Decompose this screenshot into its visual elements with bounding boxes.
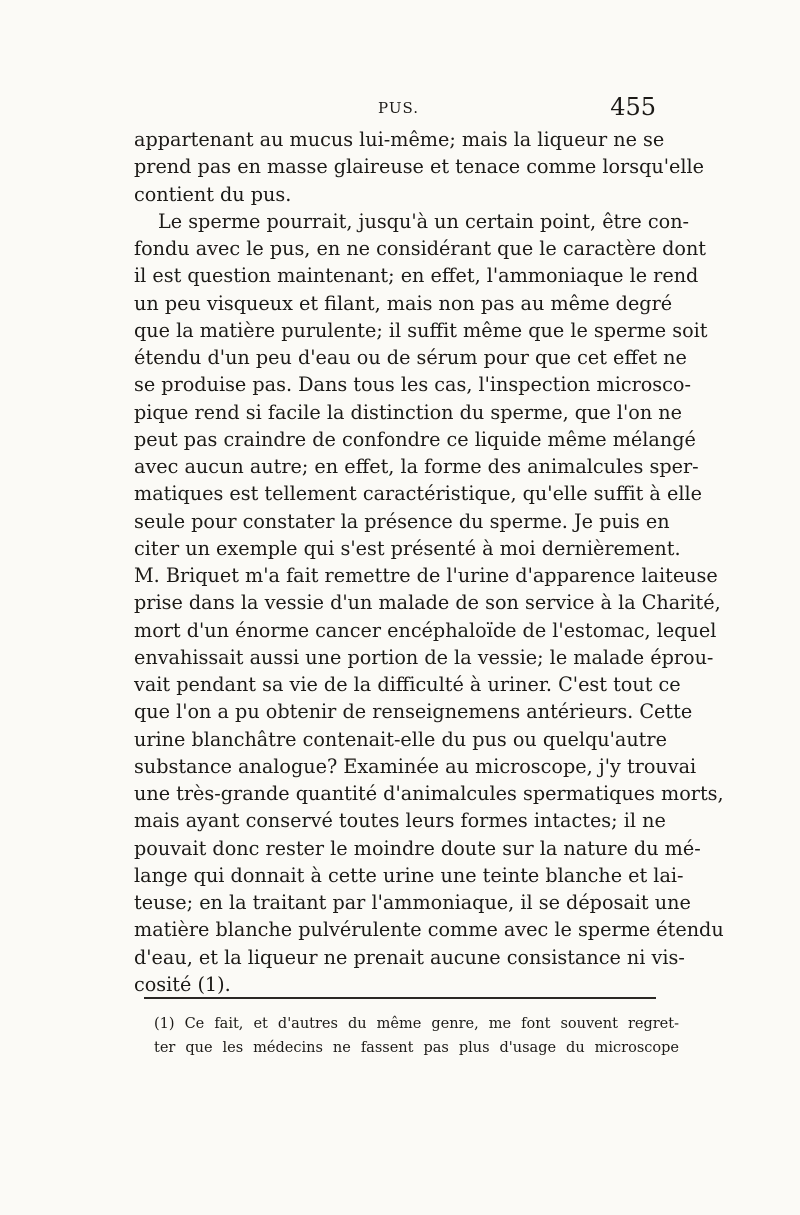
text-line: que la matière purulente; il suffit même que le sperme soit — [134, 318, 708, 342]
text-line: un peu visqueux et filant, mais non pas au même degré — [134, 291, 673, 315]
text-line: pouvait donc rester le moindre doute sur la nature du mé- — [134, 836, 701, 860]
footnote — [154, 1012, 679, 1060]
text-line: matière blanche pulvérulente comme avec le sperme étendu — [134, 918, 724, 942]
text-line: envahissait aussi une portion de la vessie; le malade éprou- — [134, 645, 714, 669]
text-line: urine blanchâtre contenait-elle du pus ou quelqu'autre — [134, 727, 667, 751]
text-line: contient du pus. — [134, 182, 292, 206]
text-line: se produise pas. Dans tous les cas, l'inspection microsco- — [134, 373, 691, 397]
footnote-divider — [144, 997, 656, 999]
text-line: matiques est tellement caractéristique, qu'elle suffit à elle — [134, 482, 702, 506]
text-line: fondu avec le pus, en ne considérant que le caractère dont — [134, 237, 707, 260]
running-title: PUS. — [378, 99, 419, 117]
text-line: d'eau, et la liqueur ne prenait aucune consistance ni vis- — [134, 945, 685, 969]
text-line: citer un exemple qui s'est présenté à moi dernièrement. — [134, 536, 681, 560]
text-line: vait pendant sa vie de la difficulté à uriner. C'est tout ce — [134, 673, 681, 696]
body-text — [134, 126, 724, 998]
text-line: teuse; en la traitant par l'ammoniaque, il se déposait une — [134, 891, 691, 914]
text-line: lange qui donnait à cette urine une teinte blanche et lai- — [134, 863, 684, 887]
text-line: pique rend si facile la distinction du sperme, que l'on ne — [134, 400, 682, 424]
text-line: avec aucun autre; en effet, la forme des animalcules sper- — [134, 455, 699, 478]
text-line: appartenant au mucus lui-même; mais la liqueur ne se — [134, 128, 665, 151]
text-line: cosité (1). — [134, 972, 231, 996]
text-line: substance analogue? Examinée au microscope, j'y trouvai — [134, 754, 697, 778]
text-line: peut pas craindre de confondre ce liquide même mélangé — [134, 427, 696, 451]
text-line: que l'on a pu obtenir de renseignemens antérieurs. Cette — [134, 700, 693, 724]
text-line: Le sperme pourrait, jusqu'à un certain point, être con- — [158, 209, 690, 233]
text-line: seule pour constater la présence du sperme. Je puis en — [134, 509, 670, 533]
text-line: mort d'un énorme cancer encéphaloïde de l'estomac, lequel — [134, 618, 717, 642]
text-line: prise dans la vessie d'un malade de son service à la Charité, — [134, 591, 721, 615]
text-line: étendu d'un peu d'eau ou de sérum pour que cet effet ne — [134, 346, 687, 369]
text-line: il est question maintenant; en effet, l'ammoniaque le rend — [134, 264, 699, 288]
footnote-line: (1) Ce fait, et d'autres du même genre, me font souvent regret- — [154, 1016, 679, 1032]
text-line: mais ayant conservé toutes leurs formes intactes; il ne — [134, 809, 666, 833]
page-number: 455 — [610, 93, 656, 121]
text-line: M. Briquet m'a fait remettre de l'urine d'apparence laiteuse — [134, 564, 718, 587]
text-line: prend pas en masse glaireuse et tenace comme lorsqu'elle — [134, 155, 704, 179]
footnote-line: ter que les médecins ne fassent pas plus d'usage du microscope — [154, 1040, 679, 1056]
text-line: une très-grande quantité d'animalcules spermatiques morts, — [134, 782, 724, 805]
running-head — [134, 93, 656, 123]
